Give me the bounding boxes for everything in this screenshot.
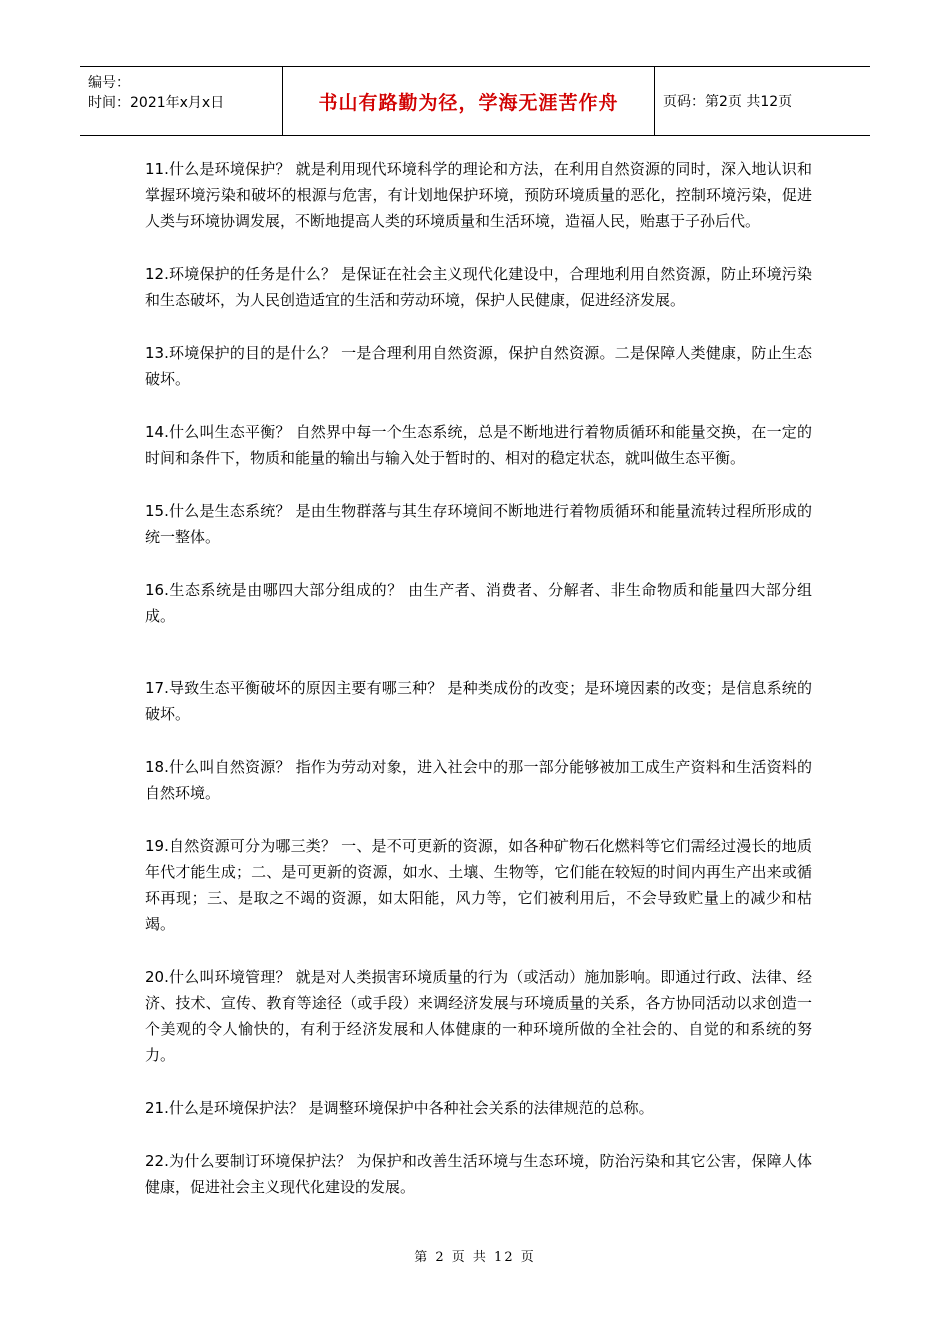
item-number: 11. (145, 160, 169, 178)
page-info: 页码：第2页 共12页 (663, 94, 793, 110)
item-number: 20. (145, 968, 169, 986)
item-text: 自然资源可分为哪三类？ 一、是不可更新的资源，如各种矿物石化燃料等它们需经过漫长的地质年代才能生成；二、是可更新的资源，如水、土壤、生物等，它们能在较短的时间内再生产出来或循环再现；三、是取之不竭的资源，如太阳能，风力等，它们被利用后，不会导致贮量上的减少和枯竭。 (145, 837, 812, 933)
item-text: 环境保护的目的是什么？ 一是合理利用自然资源，保护自然资源。二是保障人类健康，防止生态破坏。 (145, 344, 812, 388)
item-text: 什么是环境保护法？ 是调整环境保护中各种社会关系的法律规范的总称。 (168, 1099, 654, 1117)
item-text: 什么叫环境管理？ 就是对人类损害环境质量的行为（或活动）施加影响。即通过行政、法律、经济、技术、宣传、教育等途径（或手段）来调经济发展与环境质量的关系，各方协同活动以求创造一个美观的令人愉快的，有利于经济发展和人体健康的一种环境所做的全社会的、自觉的和系统的努力。 (145, 968, 812, 1064)
header-meta (80, 67, 283, 135)
item-number: 14. (145, 423, 169, 441)
item-number: 13. (145, 344, 169, 362)
item-14 (145, 419, 812, 471)
page-footer: 第 2 页 共 12 页 (414, 1250, 536, 1265)
item-18 (145, 754, 812, 806)
item-number: 22. (145, 1152, 169, 1170)
item-number: 17. (145, 679, 169, 697)
date-label: 时间：2021年x月x日 (88, 95, 225, 111)
item-22 (145, 1148, 812, 1200)
item-number: 15. (145, 502, 169, 520)
item-16 (145, 577, 812, 629)
item-13 (145, 340, 812, 392)
item-text: 生态系统是由哪四大部分组成的？ 由生产者、消费者、分解者、非生命物质和能量四大部分组成。 (145, 581, 812, 625)
item-11 (145, 156, 812, 234)
item-19 (145, 833, 812, 937)
item-17 (145, 675, 812, 727)
item-text: 什么叫生态平衡？ 自然界中每一个生态系统，总是不断地进行着物质循环和能量交换，在一定的时间和条件下，物质和能量的输出与输入处于暂时的、相对的稳定状态，就叫做生态平衡。 (145, 423, 812, 467)
item-21 (145, 1095, 812, 1121)
item-20 (145, 964, 812, 1068)
header-table (80, 66, 870, 136)
item-text: 为什么要制订环境保护法？ 为保护和改善生活环境与生态环境，防治污染和其它公害，保障人体健康，促进社会主义现代化建设的发展。 (145, 1152, 812, 1196)
item-number: 19. (145, 837, 169, 855)
item-12 (145, 261, 812, 313)
item-15 (145, 498, 812, 550)
item-text: 什么是生态系统？ 是由生物群落与其生存环境间不断地进行着物质循环和能量流转过程所形成的统一整体。 (145, 502, 812, 546)
item-number: 21. (145, 1099, 169, 1117)
item-number: 18. (145, 758, 169, 776)
item-text: 什么叫自然资源？ 指作为劳动对象，进入社会中的那一部分能够被加工成生产资料和生活资料的自然环境。 (145, 758, 812, 802)
item-text: 环境保护的任务是什么？ 是保证在社会主义现代化建设中，合理地利用自然资源，防止环境污染和生态破坏，为人民创造适宜的生活和劳动环境，保护人民健康，促进经济发展。 (145, 265, 812, 309)
item-text: 什么是环境保护？ 就是利用现代环境科学的理论和方法，在利用自然资源的同时，深入地认识和掌握环境污染和破坏的根源与危害，有计划地保护环境，预防环境质量的恶化，控制环境污染，促进人类与环境协调发展，不断地提高人类的环境质量和生活环境，造福人民，贻惠于子孙后代。 (145, 160, 812, 230)
item-number: 16. (145, 581, 169, 599)
item-text: 导致生态平衡破坏的原因主要有哪三种？ 是种类成份的改变；是环境因素的改变；是信息系统的破坏。 (145, 679, 812, 723)
document-body (145, 156, 812, 1227)
item-number: 12. (145, 265, 169, 283)
number-label: 编号： (88, 75, 130, 91)
motto: 书山有路勤为径，学海无涯苦作舟 (283, 67, 655, 135)
